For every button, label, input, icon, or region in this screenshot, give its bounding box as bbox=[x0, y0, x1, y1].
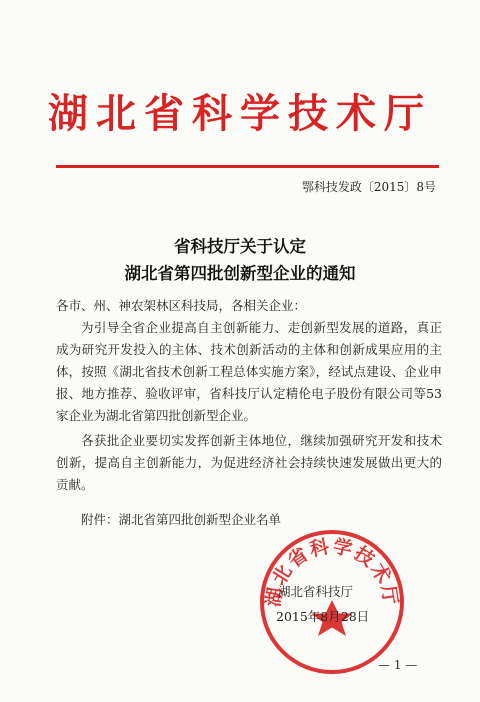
issue-date: 2015年8月28日 bbox=[276, 609, 370, 624]
body-paragraph-2: 各获批企业要切实发挥创新主体地位，继续加强研究开发和技术创新，提高自主创新能力，为促进经济社会持续快速发展做出更大的贡献。 bbox=[56, 433, 442, 492]
body-paragraph-1: 为引导全省企业提高自主创新能力、走创新型发展的道路，真正成为研究开发投入的主体、技术创新活动的主体和创新成果应用的主体，按照《湖北省技术创新工程总体实施方案》，经试点建设、企业申报、地方推荐、验收评审，省科技厅认定精伦电子股份有限公司等53家企业为湖北省第四批创新型企业。 bbox=[56, 320, 442, 423]
document-number: 鄂科技发政〔2015〕8号 bbox=[301, 180, 436, 194]
org-header-title: 湖北省科学技术厅 bbox=[48, 91, 432, 137]
seal-text: 湖北省科学技术厅 bbox=[262, 535, 402, 609]
official-seal bbox=[257, 527, 407, 677]
issuer-name: 湖北省科技厅 bbox=[278, 584, 354, 599]
salutation: 各市、州、神农架林区科技局，各相关企业： bbox=[56, 298, 307, 313]
document-title-line-2: 湖北省第四批创新型企业的通知 bbox=[124, 264, 356, 283]
header-red-rule bbox=[56, 165, 439, 168]
attachment-line: 附件：湖北省第四批创新型企业名单 bbox=[81, 512, 282, 527]
document-title-line-1: 省科技厅关于认定 bbox=[174, 237, 306, 256]
page-number: — 1 — bbox=[378, 658, 418, 672]
